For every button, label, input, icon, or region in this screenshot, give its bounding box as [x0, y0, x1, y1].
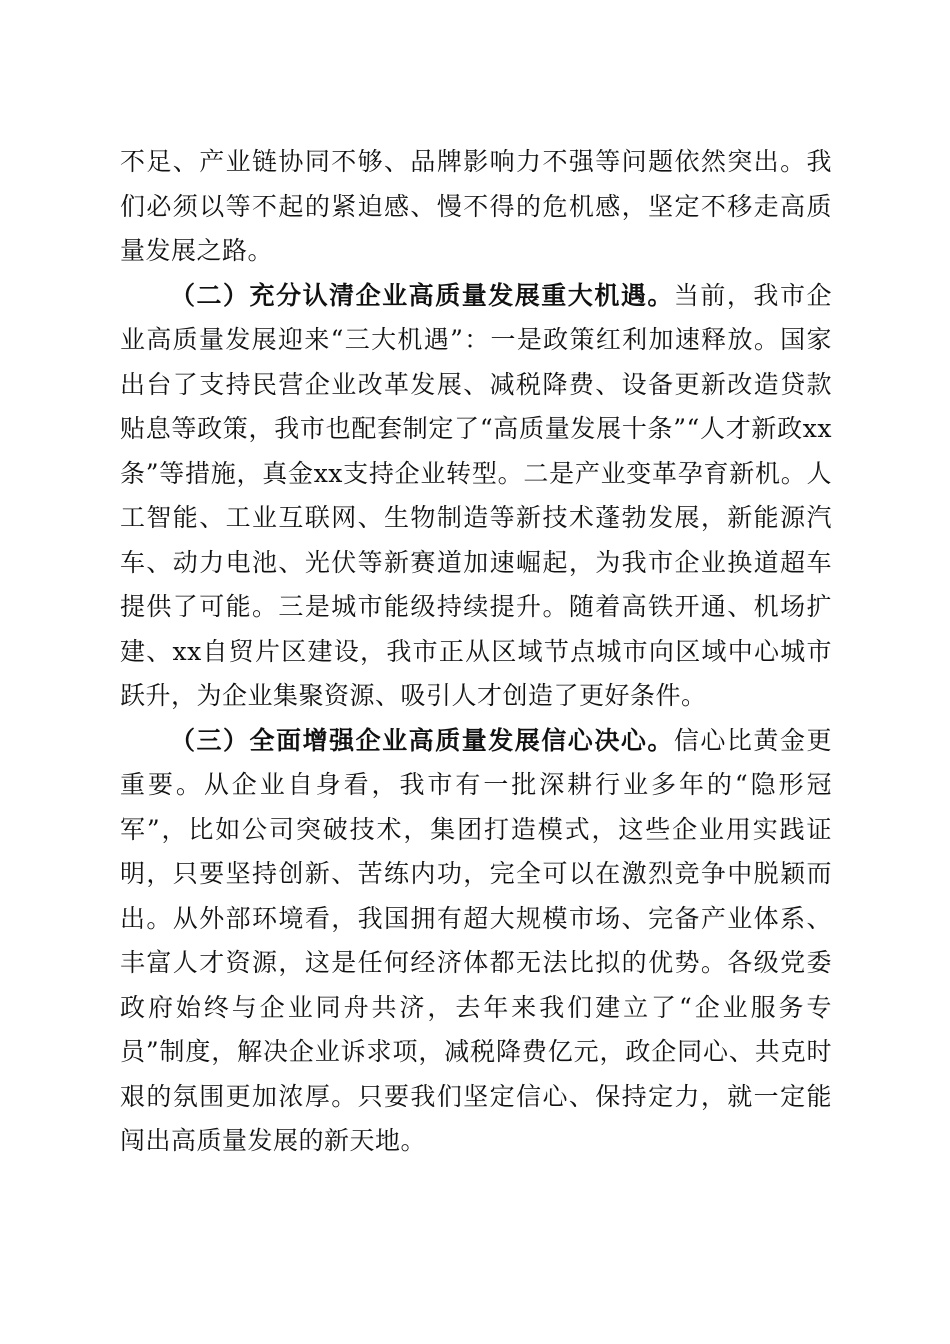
section-heading: （三）全面增强企业高质量发展信心决心。 [170, 725, 674, 755]
section-heading: （二）充分认清企业高质量发展重大机遇。 [170, 280, 674, 310]
paragraph-section-3 [120, 719, 832, 1164]
document-body [120, 140, 832, 1164]
paragraph-text: 当前，我市企业高质量发展迎来“三大机遇”：一是政策红利加速释放。国家出台了支持民营企业改革发展、减税降费、设备更新改造贷款贴息等政策，我市也配套制定了“高质量发展十条”“人才新政xx条”等措施，真金xx支持企业转型。二是产业变革孕育新机。人工智能、工业互联网、生物制造等新技术蓬勃发展，新能源汽车、动力电池、光伏等新赛道加速崛起，为我市企业换道超车提供了可能。三是城市能级持续提升。随着高铁开通、机场扩建、xx自贸片区建设，我市正从区域节点城市向区域中心城市跃升，为企业集聚资源、吸引人才创造了更好条件。 [120, 280, 832, 710]
paragraph-text: 信心比黄金更重要。从企业自身看，我市有一批深耕行业多年的“隐形冠军”，比如公司突破技术，集团打造模式，这些企业用实践证明，只要坚持创新、苦练内功，完全可以在激烈竞争中脱颖而出。从外部环境看，我国拥有超大规模市场、完备产业体系、丰富人才资源，这是任何经济体都无法比拟的优势。各级党委政府始终与企业同舟共济，去年来我们建立了“企业服务专员”制度，解决企业诉求项，减税降费亿元，政企同心、共克时艰的氛围更加浓厚。只要我们坚定信心、保持定力，就一定能闯出高质量发展的新天地。 [120, 725, 832, 1155]
paragraph-text: 不足、产业链协同不够、品牌影响力不强等问题依然突出。我们必须以等不起的紧迫感、慢不得的危机感，坚定不移走高质量发展之路。 [120, 147, 832, 265]
paragraph-section-2 [120, 274, 832, 719]
paragraph-continuation [120, 140, 832, 274]
